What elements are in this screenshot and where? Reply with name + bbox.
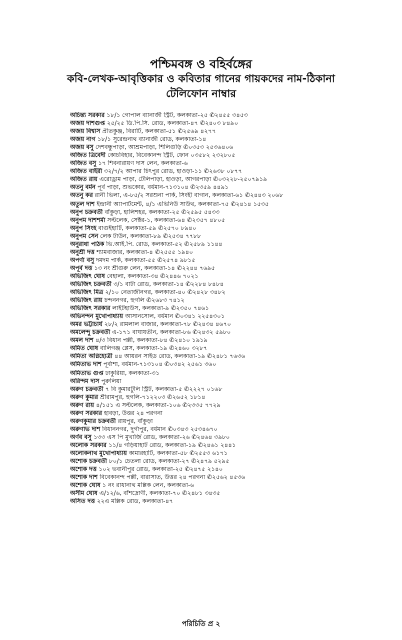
entry-details: ২৫/২৫ ডি.পি.সি. রোড, কলকাতা-৪৭ ✆২৪০৩ ৮৪৯০ bbox=[106, 120, 239, 128]
page-footer: পরিচিতি প্র ২ bbox=[181, 620, 221, 628]
directory-entry bbox=[70, 466, 400, 474]
entry-details: প্রীতকুঞ্জ, বিরাটি, কলকাতা-৫১ ✆২৫৬৯ ৪২৭৭ bbox=[102, 128, 216, 136]
directory-entry bbox=[70, 313, 400, 321]
directory-entry bbox=[70, 353, 400, 361]
entry-details: ৭ বি কুমারটুলি স্ট্রিট, কলকাতা-৫ ✆২২২৭ ০১৬৮ bbox=[105, 385, 223, 393]
entry-details: ইন্দ্রানী অ্যাপার্টমেন্ট, ৪/১ এভিনিউ সাউথ, কলকাতা-৭৫ ✆২৪১৪ ১৫৩৫ bbox=[96, 200, 269, 208]
directory-entry bbox=[70, 257, 400, 265]
entry-details: আসানসোল, বর্ধমান ✆০৩৪১ ২২৫৪৩০১ bbox=[124, 313, 225, 321]
directory-entry bbox=[70, 490, 400, 498]
entry-details: শ্রীরামপুর, হুগলি-৭১২২০৩ ✆২৬৫২ ১৮১৪ bbox=[100, 393, 206, 401]
entry-details: ১৮/১ সুরেন্দ্রনাথ ব্যানার্জী রোড, কলকাতা-১৪ bbox=[97, 136, 207, 144]
entry-details: বেহালা, কলকাতা-৩৪ ✆২৪৪৬ ৭০২১ bbox=[106, 272, 199, 280]
entry-name: অরুণাভ দাশ bbox=[70, 425, 101, 433]
entry-name: অজিত ত্রিবেদী bbox=[70, 152, 106, 160]
entry-details: কোচবিহার, বিবেকানন্দ স্ট্রিট, ফোন ০৩৫৮২ ২৩২৮০৫ bbox=[107, 152, 236, 160]
entry-details: ১৩৩ এস পি মুখার্জি রোড, কলকাতা-২৬ ✆২৪৬৪ ৩৯৮০ bbox=[93, 433, 230, 441]
entry-name: অর্ণব বসু bbox=[70, 433, 92, 441]
entry-name: অজিত বাইরী bbox=[70, 168, 103, 176]
header-title-line2: কবি-লেখক-আবৃত্তিকার ও কবিতার গানের গায়কদের নাম-ঠিকানা bbox=[67, 73, 335, 85]
entry-name: অরিন্দম দাস bbox=[70, 377, 100, 385]
entry-details: ১১/৪ গড়িয়াহাট রোড, কলকাতা-১৯ ✆২৪৬১ ২৪৪১ bbox=[108, 441, 236, 449]
directory-entry bbox=[70, 273, 400, 281]
entry-details: শ্যামবাজার, কলকাতা-৪ ✆২৫৫৫ ১৯৪০ bbox=[96, 248, 194, 256]
entry-name: অমল দাশ bbox=[70, 337, 94, 345]
directory-entry bbox=[70, 458, 400, 466]
entry-name: অজয় দাশগুপ্ত bbox=[70, 120, 105, 128]
directory-entry bbox=[70, 168, 400, 176]
directory-entry bbox=[70, 297, 400, 305]
directory-entry bbox=[70, 370, 400, 378]
entry-name: অভিজিৎ চক্রবর্তী bbox=[70, 280, 112, 288]
entry-name: অতনু কর bbox=[70, 192, 93, 200]
directory-entry bbox=[70, 120, 400, 128]
entry-name: অজয় নাগ bbox=[70, 136, 96, 144]
directory-entry bbox=[70, 361, 400, 369]
entry-details: এ/১২/৬, বাঁশদ্রোণী, কলকাতা-৭০ ✆২৪৮১ ৩৪৩৫ bbox=[99, 490, 221, 498]
entry-name: অমিত ঘোষ bbox=[70, 345, 99, 353]
directory-list bbox=[70, 112, 400, 506]
entry-name: অসিত দত্ত bbox=[70, 498, 95, 506]
entry-details: এরোড্রাম পাড়া, টেলিপাড়া, হাওড়া, আগরপাড়া ✆০৩২২৮-২৫০৭৯১৯ bbox=[99, 176, 268, 184]
entry-name: অমর ভট্টাচার্য bbox=[70, 321, 103, 329]
directory-entry bbox=[70, 418, 400, 426]
directory-entry bbox=[70, 144, 400, 152]
entry-name: অশোক দাশ bbox=[70, 474, 98, 482]
entry-name: অনুপম দাশশর্মা bbox=[70, 216, 106, 224]
entry-name: অমিতাভ দাশ bbox=[70, 361, 102, 369]
entry-details: সল্টলেক, সেক্টর-১, কলকাতা-৬৪ ✆২৩৫৭ ৪৮০৫ bbox=[107, 216, 226, 224]
directory-entry bbox=[70, 265, 400, 273]
entry-details: রায়পুর, বাঁকুড়া bbox=[117, 417, 153, 425]
entry-name: অলোক সরকার bbox=[70, 441, 107, 449]
entry-name: অরুণ সরকার bbox=[70, 409, 103, 417]
entry-name: অজয় বসু bbox=[70, 144, 94, 152]
directory-entry bbox=[70, 474, 400, 482]
entry-details: ঢাকুরিয়া, কলকাতা-৩১ bbox=[105, 369, 160, 377]
directory-entry bbox=[70, 128, 400, 136]
entry-name: অপূর্ব দত্ত bbox=[70, 264, 93, 272]
entry-name: অশোক চক্রবর্তী bbox=[70, 458, 107, 466]
entry-name: অরুণ কুমার bbox=[70, 393, 99, 401]
entry-name: অভিজিৎ মিত্র bbox=[70, 289, 104, 297]
directory-entry bbox=[70, 345, 400, 353]
entry-details: বিধাননগর, দুর্গাপুর, বর্ধমান ✆০৩৪৩ ২৫৩৪৬৭০ bbox=[102, 425, 218, 433]
entry-name: অপর্ণা বসু bbox=[70, 256, 95, 264]
entry-details: ২/১০ নেতাজীনগর, কলকাতা-৪০ ✆২৪২৮ ৩৪৮২ bbox=[105, 289, 226, 297]
directory-entry bbox=[70, 426, 400, 434]
directory-entry bbox=[70, 482, 400, 490]
directory-entry bbox=[70, 386, 400, 394]
entry-name: অলোকনাথ মুখোপাধ্যায় bbox=[70, 449, 127, 457]
entry-details: এ-১৭১ বাঘাযতীন, কলকাতা-৮৬ ✆২৪৩২ ৫৯৮০ bbox=[112, 329, 231, 337]
entry-name: অজিত রায় bbox=[70, 176, 98, 184]
page-header bbox=[0, 0, 402, 102]
entry-name: অচিন্ত্য সরকার bbox=[70, 112, 105, 119]
entry-details: ১৮/১ গোপাল ব্যানার্জী স্ট্রিট, কলকাতা-২৫ ✆২৪৫৫ ৩৪৫৩ bbox=[106, 112, 248, 119]
entry-name: অমিতা অগ্নিহোত্রী bbox=[70, 353, 113, 361]
entry-details: ২৮/২ রামলাল বাজার, কলকাতা-৭৮ ✆২৪৩৪ ৪৬৭০ bbox=[104, 321, 232, 329]
directory-entry bbox=[70, 305, 400, 313]
directory-entry bbox=[70, 281, 400, 289]
directory-entry bbox=[70, 394, 400, 402]
entry-details: লেক টাউন, কলকাতা-৮৯ ✆২৫৩৪ ৭৭৮৮ bbox=[100, 232, 202, 240]
entry-details: ৩২/৭/২ আপার চিৎপুর রোড, হাওড়া-১১ ✆২৬৩৮ ০৮৭৭ bbox=[104, 168, 243, 176]
directory-entry bbox=[70, 176, 400, 184]
entry-name: অরুণ রায় bbox=[70, 401, 95, 409]
entry-details: ৪/১৫১ এ সল্টলেক, কলকাতা-১০৬ ✆২৩৩৫ ৭৭২৯ bbox=[96, 401, 221, 409]
directory-entry bbox=[70, 112, 400, 120]
directory-entry bbox=[70, 136, 400, 144]
entry-details: ১৩ নং শ্রীগুরু লেন, কলকাতা-১৪ ✆২২৪৪ ৭৬৯৫ bbox=[94, 264, 216, 272]
directory-entry bbox=[70, 329, 400, 337]
entry-details: দেশবন্ধুপাড়া, আশ্রমপাড়া, শিলিগুড়ি ✆০৩৫৩ ২৫৩৬৪০৬ bbox=[95, 144, 234, 152]
entry-name: অভিজিৎ ঘোষ bbox=[70, 272, 105, 280]
entry-name: অনুপ সিংহ bbox=[70, 224, 97, 232]
entry-details: ১৭ শিবনারায়ণ দাস লেন, কলকাতা-৬ bbox=[98, 160, 188, 168]
directory-entry bbox=[70, 233, 400, 241]
directory-entry bbox=[70, 498, 400, 506]
entry-details: বিবেকানন্দ পল্লী, বারাসাত, উত্তর ২৪ পরগনা ✆২৫৬২ ৪৫৩৬ bbox=[99, 474, 246, 482]
directory-entry bbox=[70, 378, 400, 386]
directory-entry bbox=[70, 410, 400, 418]
directory-entry bbox=[70, 217, 400, 225]
entry-name: অনুপম সেন bbox=[70, 232, 99, 240]
entry-name: অরুণকুমার চক্রবর্তী bbox=[70, 417, 116, 425]
entry-details: ৪/৩ বিধান পল্লী, কলকাতা-৮৪ ✆২৪১০ ১৯১৯ bbox=[95, 337, 208, 345]
entry-name: অনুরাধা পাঠক bbox=[70, 240, 105, 248]
entry-details: ১ নং রাধানাথ মল্লিক লেন, কলকাতা-৬ bbox=[102, 482, 195, 490]
entry-details: ১০২ ভবানীপুর রোড, কলকাতা-২৫ ✆২৪৭৫ ২১৪০ bbox=[98, 466, 223, 474]
entry-details: ২২এ মল্লিক রোড, কলকাতা-৪৭ bbox=[96, 498, 174, 506]
directory-entry bbox=[70, 337, 400, 345]
directory-entry bbox=[70, 450, 400, 458]
entry-name: অভিজিৎ সরকার bbox=[70, 305, 111, 313]
directory-entry bbox=[70, 434, 400, 442]
entry-details: বাগুইহাটি, কলকাতা-৫৯ ✆২৫৭০ ৮৯৪০ bbox=[98, 224, 197, 232]
entry-name: অশোক ঘোষ bbox=[70, 482, 101, 490]
entry-details: রানী ভিলা, এ-৮৫/২ সরশুনা পার্ক, সিংহী বাগান, কলকাতা-৬১ ✆২৪৪৩ ২০৬৮ bbox=[94, 192, 284, 200]
directory-entry bbox=[70, 289, 400, 297]
entry-details: ৮০/১ চেতলা রোড, কলকাতা-২৭ ✆২৪৭৯ ৫২৯৫ bbox=[108, 458, 230, 466]
header-title-line1: পশ্চিমবঙ্গ ও বহির্বঙ্গের bbox=[149, 57, 253, 71]
directory-entry bbox=[70, 225, 400, 233]
directory-entry bbox=[70, 152, 400, 160]
entry-name: অমলেন্দু চক্রবর্তী bbox=[70, 329, 111, 337]
entry-details: পুরুলিয়া bbox=[101, 377, 122, 385]
entry-details: চন্দননগর, হুগলি ✆২৬৮৩ ৭৪১২ bbox=[104, 297, 185, 305]
entry-details: পূর্বাশা, বর্ধমান-৭১৩১০৪ ✆০৩৪২ ২৫৬১ ৩৬০ bbox=[103, 361, 217, 369]
entry-name: অজয় বিশ্বাস bbox=[70, 128, 101, 136]
directory-entry bbox=[70, 321, 400, 329]
entry-name: অভিনন্দন মুখোপাধ্যায় bbox=[70, 313, 124, 321]
entry-name: অভিজিৎ রায় bbox=[70, 297, 103, 305]
entry-details: হাবড়া, উত্তর ২৪ পরগনা bbox=[103, 409, 163, 417]
directory-entry bbox=[70, 209, 400, 217]
entry-name: অতুল দাশ bbox=[70, 200, 95, 208]
directory-entry bbox=[70, 241, 400, 249]
entry-name: অতনু বর্মন bbox=[70, 184, 96, 192]
entry-name: অসীম ঘোষ bbox=[70, 490, 98, 498]
directory-entry bbox=[70, 402, 400, 410]
directory-entry bbox=[70, 201, 400, 209]
entry-details: কামারহাটি, কলকাতা-৫৮ ✆২৫৫৩ ৬১৭১ bbox=[128, 449, 228, 457]
directory-entry bbox=[70, 192, 400, 200]
directory-entry bbox=[70, 184, 400, 192]
entry-name: অমিতাভ গুপ্ত bbox=[70, 369, 104, 377]
directory-entry bbox=[70, 160, 400, 168]
entry-details: বাঁকুড়া, হালিশহর, কলকাতা-২৫ ✆২৫৯৫ ৫৪৩৩ bbox=[104, 208, 220, 216]
entry-name: অজিত বসু bbox=[70, 160, 97, 168]
entry-details: লাইটহাউস, কলকাতা-৯ ✆২৩৫০ ৭৪৬১ bbox=[112, 305, 210, 313]
entry-details: বালিগঞ্জ প্লেস, কলকাতা-১৯ ✆২৪৬০ ৩২৮৭ bbox=[99, 345, 208, 353]
entry-name: অনুপ চক্রবর্তী bbox=[70, 208, 103, 216]
entry-name: অরুণ চক্রবর্তী bbox=[70, 385, 104, 393]
entry-details: পূর্ব পাড়া, শুভকোর, বর্ধমান-৭১৩১০৪ ✆২৩৫৯ ৪৪৯১ bbox=[97, 184, 229, 192]
entry-details: ৪৪ আয়রন সাইড রোড, কলকাতা-১৯ ✆২৪৮১ ৭৬৩৬ bbox=[114, 353, 246, 361]
header-title-line3: টেলিফোন নাম্বার bbox=[166, 88, 236, 100]
entry-details: ৩/১ বাটা রোড, কলকাতা-১৪ ✆২২৮৪ ৮৪৮৪ bbox=[113, 280, 224, 288]
entry-name: অশোক দত্ত bbox=[70, 466, 97, 474]
entry-details: দমদম পার্ক, কলকাতা-৫৫ ✆২৫৭৪ ৯৮১৫ bbox=[95, 256, 196, 264]
directory-entry bbox=[70, 442, 400, 450]
entry-name: অনুশ্রী দত্ত bbox=[70, 248, 95, 256]
directory-entry bbox=[70, 249, 400, 257]
entry-details: ভি.আই.পি. রোড, কলকাতা-৫২ ✆২৫৮৯ ১১৪৪ bbox=[106, 240, 223, 248]
